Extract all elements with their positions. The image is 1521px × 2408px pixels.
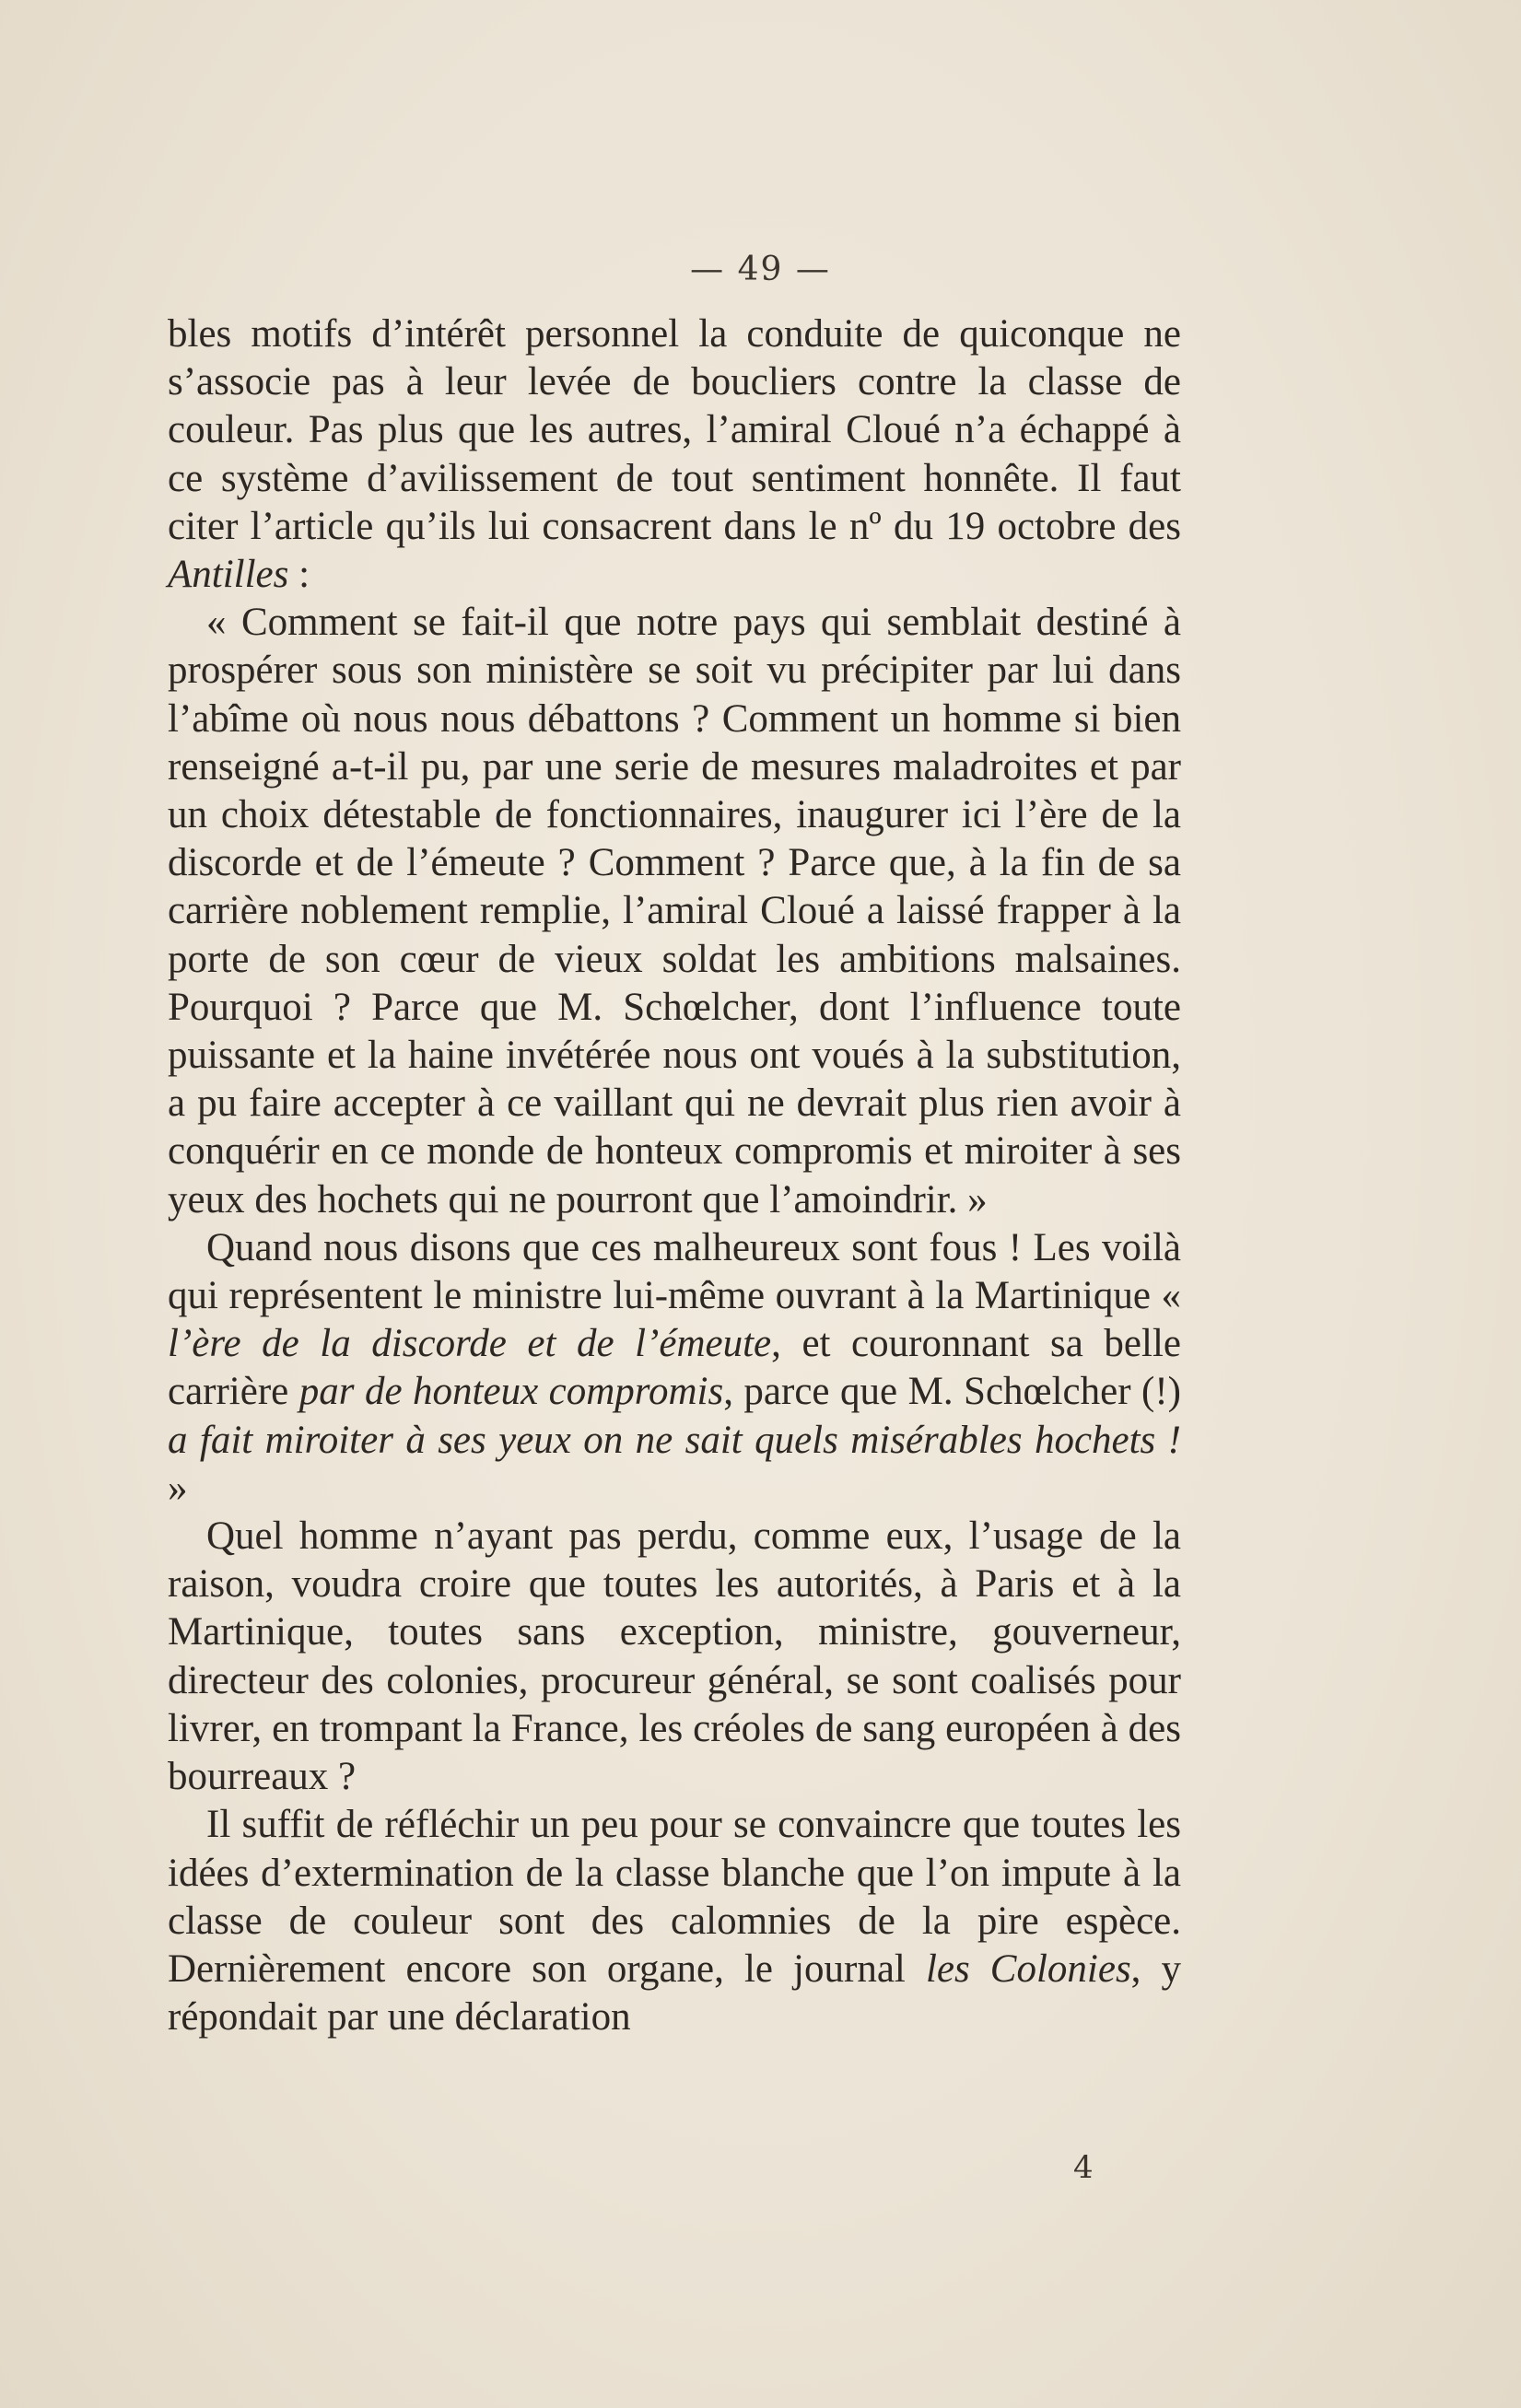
text-run: » [168, 1466, 188, 1510]
text-run: , y répondait par une déclaration [168, 1946, 1181, 2040]
text-run: Quand nous disons que ces malheureux sont fous ! Les voilà qui représentent le ministre lui-même ouvrant à la Martinique « [168, 1225, 1181, 1318]
paragraph [168, 599, 1181, 1224]
paragraph [168, 1224, 1181, 1513]
page-number: — 49 — [690, 251, 831, 288]
paragraph [168, 310, 1181, 599]
body-text [168, 310, 1181, 2041]
paragraph [168, 1801, 1181, 2041]
italic-text: les Colonies [925, 1946, 1131, 1991]
italic-text: par de honteux compromis [298, 1370, 724, 1414]
text-run: bles motifs d’intérêt personnel la conduite de quiconque ne s’associe pas à leur levée de boucliers contre la classe de couleur. Pas plus que les autres, l’amiral Cloué n’a échappé à ce système d’avilissement de tout sentiment honnête. Il faut citer l’article qu’ils lui consacrent dans le nº du 19 octobre des [168, 312, 1181, 548]
paragraph [168, 1513, 1181, 1801]
italic-text: l’ère de la discorde et de l’émeute [168, 1322, 772, 1366]
text-run: « Comment se fait-il que notre pays qui semblait destiné à prospérer sous son ministère se soit vu précipiter par lui dans l’abîme où nous nous débattons ? Comment un homme si bien renseigné a-t-il pu, par une serie de mesures maladroites et par un choix détestable de fonctionnaires, inaugurer ici l’ère de la discorde et de l’émeute ? Comment ? Parce que, à la fin de sa carrière noblement remplie, l’amiral Cloué a laissé frapper à la porte de son cœur de vieux soldat les ambitions malsaines. Pourquoi ? Parce que M. Schœlcher, dont l’influence toute puissante et la haine invétérée nous ont voués à la substitution, a pu faire accepter à ce vaillant qui ne devrait plus rien avoir à conquérir en ce monde de honteux compromis et miroiter à ses yeux des hochets qui ne pourront que l’amoindrir. » [168, 601, 1181, 1222]
text-run: Il suffit de réfléchir un peu pour se convaincre que toutes les idées d’extermination de la classe blanche que l’on impute à la classe de couleur sont des calomnies de la pire espèce. Dernièrement encore son organe, le journal [168, 1803, 1181, 1991]
italic-text: Antilles [168, 553, 289, 597]
text-run: , parce que M. Schœlcher (!) [723, 1370, 1182, 1414]
text-run: : [288, 553, 310, 597]
text-run: , et couronnant sa belle carrière [168, 1322, 1181, 1414]
italic-text: a fait miroiter à ses yeux on ne sait quels misérables hochets ! [168, 1418, 1181, 1462]
text-run: Quel homme n’ayant pas perdu, comme eux, l’usage de la raison, voudra croire que toutes les autorités, à Paris et à la Martinique, toutes sans exception, ministre, gouverneur, directeur des colonies, procureur général, se sont coalisés pour livrer, en trompant la France, les créoles de sang européen à des bourreaux ? [168, 1514, 1181, 1799]
signature-mark: 4 [1073, 2149, 1094, 2186]
